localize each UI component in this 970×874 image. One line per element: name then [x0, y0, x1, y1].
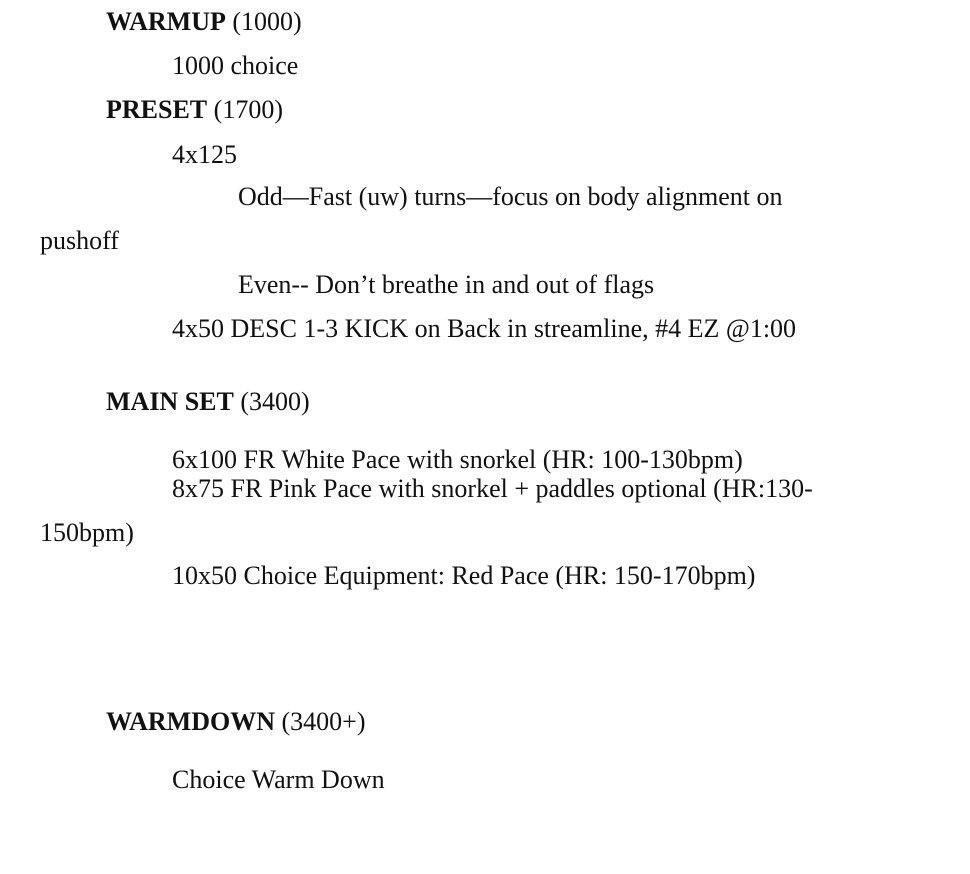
preset-odd-note-continuation: pushoff	[40, 226, 119, 255]
warmup-item: 1000 choice	[172, 51, 299, 80]
preset-item-4x125: 4x125	[172, 140, 237, 169]
warmdown-item: Choice Warm Down	[172, 765, 385, 794]
preset-yardage: (1700)	[213, 95, 283, 124]
warmdown-yardage: (3400+)	[281, 707, 366, 736]
section-heading-preset	[106, 95, 283, 125]
main-set-item-8x75: 8x75 FR Pink Pace with snorkel + paddles optional (HR:130-	[172, 474, 813, 503]
main-set-title: MAIN SET	[106, 387, 234, 416]
main-set-yardage: (3400)	[240, 387, 310, 416]
preset-title: PRESET	[106, 95, 208, 124]
preset-item-4x50: 4x50 DESC 1-3 KICK on Back in streamline, #4 EZ @1:00	[172, 314, 797, 343]
warmup-title: WARMUP	[106, 7, 226, 36]
main-set-item-8x75-continuation: 150bpm)	[40, 518, 134, 547]
preset-even-note: Even-- Don’t breathe in and out of flags	[238, 270, 655, 299]
section-heading-warmdown	[106, 707, 365, 737]
section-heading-main-set	[106, 387, 310, 417]
main-set-item-6x100: 6x100 FR White Pace with snorkel (HR: 100-130bpm)	[172, 445, 743, 474]
warmup-yardage: (1000)	[232, 7, 302, 36]
warmdown-title: WARMDOWN	[106, 707, 275, 736]
main-set-item-10x50: 10x50 Choice Equipment: Red Pace (HR: 150-170bpm)	[172, 561, 756, 590]
preset-odd-note: Odd—Fast (uw) turns—focus on body alignment on	[238, 182, 783, 211]
section-heading-warmup	[106, 7, 302, 37]
